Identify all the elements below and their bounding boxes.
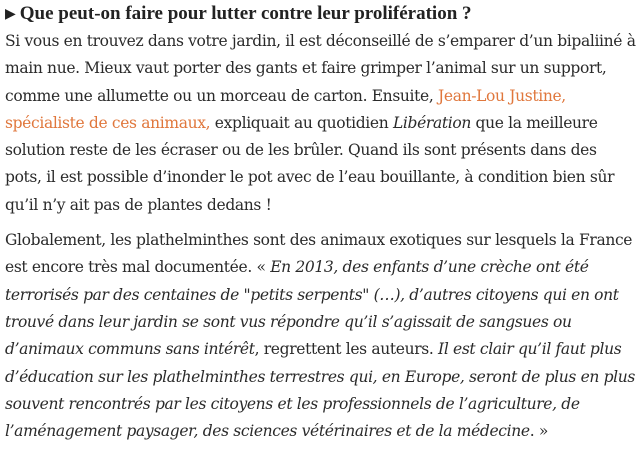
section-heading <box>5 0 636 28</box>
section-heading-text: Que peut-on faire pour lutter contre leur prolifération ? <box>19 3 472 24</box>
quote-children: En 2013, des enfants d’une crèche ont été terrorisés par des centaines de "petits serpents" (…), d’autres citoyens qui en ont trouvé dans leur jardin se sont vus répondre qu’il s’agissait de sangsues ou d’animaux communs sans intérêt <box>5 258 619 359</box>
paragraph-context <box>5 227 636 445</box>
advice-text-middle: expliquait au quotidien <box>210 113 393 132</box>
paragraph-advice <box>5 28 636 219</box>
publication-name: Libération <box>392 113 471 132</box>
advice-text-end: que la meilleure solution reste de les écraser ou de les brûler. Quand ils sont présents dans des pots, il est possible d’inonder le pot avec de l’eau bouillante, à condition bien sûr qu’il n’y ait pas de plantes dedans ! <box>5 113 615 214</box>
context-text-intro: Globalement, les plathelminthes sont des animaux exotiques sur lesquels la France est encore très mal documentée. « <box>5 231 633 277</box>
quote-education: Il est clair qu’il faut plus d’éducation sur les plathelminthes terrestres qui, en Europe, seront de plus en plus souvent rencontrés par les citoyens et les professionnels de l’agriculture, de l’aménagement paysager, des sciences vétérinaires et de la médecine <box>5 340 636 441</box>
context-text-middle: , regrettent les auteurs. <box>254 340 439 359</box>
context-text-end: . » <box>529 422 548 441</box>
triangle-bullet-icon: ▶ <box>5 7 16 22</box>
advice-text-intro: Si vous en trouvez dans votre jardin, il est déconseillé de s’emparer d’un bipaliiné à main nue. Mieux vaut porter des gants et faire grimper l’animal sur un support, comme une allumette ou un morceau de carton. Ensuite, <box>5 32 636 105</box>
expert-link[interactable]: Jean-Lou Justine, spécialiste de ces animaux, <box>5 86 566 132</box>
